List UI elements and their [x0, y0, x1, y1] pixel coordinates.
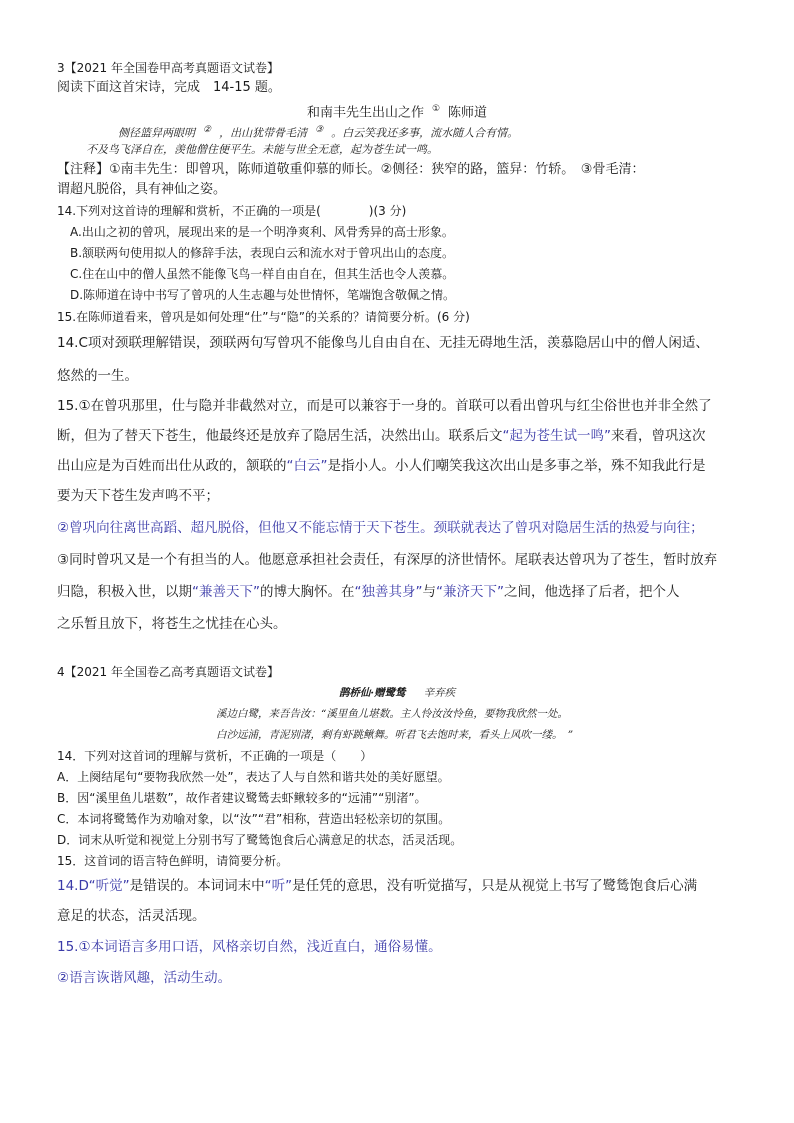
answer-14-line-2: 悠然的一生。: [57, 368, 138, 384]
quote: “起为苍生试一鸣”: [502, 428, 611, 444]
poem-line-1: [118, 121, 518, 143]
question-14-option-c: C.住在山中的僧人虽然不能像飞鸟一样自由自在，但其生活也令人羡慕。: [70, 267, 455, 281]
section4-header: 4【2021 年全国卷乙高考真题语文试卷】: [57, 665, 279, 679]
s4-answer-14-line-2: 意足的状态，活灵活现。: [57, 908, 206, 924]
poem-line-1-part-a: 侧径篮舁两眼明: [118, 126, 195, 140]
s4-question-14-option-c: C．本词将鹭鸶作为劝喻对象，以“汝”“君”相称，营造出轻松亲切的氛围。: [57, 812, 451, 826]
ci-line-2: 白沙远浦，青泥别渚，剩有虾跳鳅舞。听君飞去饱时来，看头上风吹一缕。 ”: [216, 729, 574, 741]
answer-15-p3-line-3: 之乐暂且放下，将苍生之忧挂在心头。: [57, 616, 287, 632]
poem-title-note: ①: [431, 104, 441, 114]
answer-15-p1-line-2: 断，但为了替天下苍生，他最终还是放弃了隐居生活，决然出山。联系后文“起为苍生试一鸣”来看，曾巩这次: [57, 428, 706, 444]
poem-author: 陈师道: [448, 105, 488, 121]
ci-author: 辛弃疾: [423, 687, 456, 699]
ci-line-1: 溪边白鹭，来吾告汝：“溪里鱼儿堪数。主人怜汝汝怜鱼，要物我欣然一处。: [216, 708, 568, 720]
answer-15-p1-line-4: 要为天下苍生发声鸣不平；: [57, 488, 219, 504]
question-14: 14.下列对这首诗的理解和赏析，不正确的一项是( )(3 分): [57, 204, 407, 218]
question-14-option-b: B.颔联两句使用拟人的修辞手法，表现白云和流水对于曾巩出山的态度。: [70, 246, 455, 260]
poem-line-2: 不及鸟飞泽自在，羡他僧住便平生。未能与世全无意，起为苍生试一鸣。: [86, 143, 438, 156]
answer-15-p1-line-1: 15.①在曾巩那里，仕与隐并非截然对立，而是可以兼容于一身的。首联可以看出曾巩与红尘俗世也并非全然了: [57, 398, 712, 414]
s4-question-14: 14．下列对这首词的理解与赏析，不正确的一项是（ ）: [57, 749, 373, 763]
quote: “白云”: [286, 458, 328, 474]
section3-instruction: 阅读下面这首宋诗，完成 14-15 题。: [57, 80, 281, 95]
poem-note-3: ③: [315, 125, 324, 135]
s4-question-15: 15．这首词的语言特色鲜明，请简要分析。: [57, 854, 289, 868]
s4-question-14-option-d: D．词末从听觉和视觉上分别书写了鹭鸶饱食后心满意足的状态，活灵活现。: [57, 833, 463, 847]
s4-question-14-option-a: A．上阕结尾句“要物我欣然一处”，表达了人与自然和谐共处的美好愿望。: [57, 770, 450, 784]
answer-15-p3-line-2: 归隐，积极入世，以期“兼善天下”的博大胸怀。在“独善其身”与“兼济天下”之间，他选择了后者，把个人: [57, 584, 680, 600]
answer-15-p3-line-1: ③同时曾巩又是一个有担当的人。他愿意承担社会责任，有深厚的济世情怀。尾联表达曾巩为了苍生，暂时放弃: [57, 552, 718, 568]
question-14-option-d: D.陈师道在诗中书写了曾巩的人生志趣与处世情怀，笔端饱含敬佩之情。: [70, 288, 456, 302]
s4-question-14-option-b: B．因“溪里鱼儿堪数”，故作者建议鹭鸶去虾鳅较多的“远浦”“别渚”。: [57, 791, 427, 805]
ci-title-line: [0, 684, 794, 702]
question-15: 15.在陈师道看来，曾巩是如何处理“仕”与“隐”的关系的？请简要分析。(6 分): [57, 310, 470, 324]
poem-note-2: ②: [203, 125, 212, 135]
ci-title: 鹊桥仙·赠鹭鸶: [338, 687, 406, 699]
s4-answer-14-line-1: 14.D“听觉”是错误的。本词词末中“听”是任凭的意思，没有听觉描写，只是从视觉上书写了鹭鸶饱食后心满: [57, 878, 698, 894]
answer-14-line-1: 14.C项对颈联理解错误，颈联两句写曾巩不能像鸟儿自由自在、无挂无碍地生活，羡慕隐居山中的僧人闲适、: [57, 335, 709, 351]
poem-line-1-part-c: 。白云笑我还多事，流水随人合有情。: [331, 126, 519, 140]
annotation-line-2: 谓超凡脱俗，具有神仙之姿。: [57, 182, 227, 197]
poem-title-line: [0, 100, 794, 122]
section3-header: 3【2021 年全国卷甲高考真题语文试卷】: [57, 61, 279, 75]
poem-line-1-part-b: ，出山犹带骨毛清: [219, 126, 308, 140]
answer-15-p1-line-3: 出山应是为百姓而出仕从政的，颔联的“白云”是指小人。小人们嘲笑我这次出山是多事之举，殊不知我此行是: [57, 458, 706, 474]
annotation-line-1: 【注释】①南丰先生：即曾巩，陈师道敬重仰慕的师长。②侧径：狭窄的路，篮舁：竹轿。 ③骨毛清：: [57, 162, 645, 177]
s4-answer-15-line-2: ②语言诙谐风趣，活动生动。: [57, 970, 232, 986]
answer-15-p2: ②曾巩向往离世高蹈、超凡脱俗，但他又不能忘情于天下苍生。颈联就表达了曾巩对隐居生活的热爱与向往；: [57, 520, 704, 536]
s4-answer-15-line-1: 15.①本词语言多用口语，风格亲切自然，浅近直白，通俗易懂。: [57, 939, 442, 955]
question-14-option-a: A.出山之初的曾巩，展现出来的是一个明净爽利、风骨秀异的高士形象。: [70, 225, 454, 239]
poem-title: 和南丰先生出山之作: [306, 105, 424, 121]
